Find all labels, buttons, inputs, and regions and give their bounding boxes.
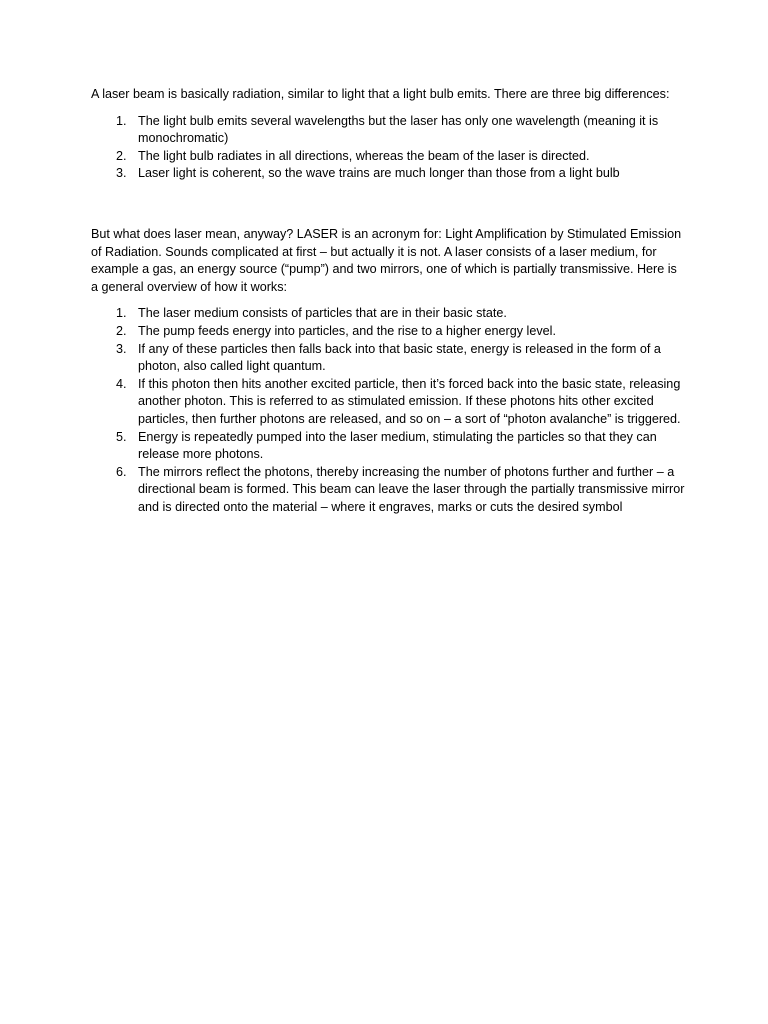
differences-list [91,113,686,183]
list-item [91,305,686,323]
document-body [91,86,686,516]
list-item [91,113,686,148]
list-number: 2. [116,323,127,338]
laser-definition-paragraph: But what does laser mean, anyway? LASER is an acronym for: Light Amplification by Stimulated Emission of Radiation. Sounds complicated at first – but actually it is not. A laser consists of a laser medium, for example a gas, an energy source (“pump”) and two mirrors, one of which is partially transmissive. Here is a general overview of how it works: [91,226,682,294]
list-number: 2. [116,148,127,163]
list-item-text: The pump feeds energy into particles, and the rise to a higher energy level. [138,323,556,338]
list-item [91,429,686,464]
list-item [91,341,686,376]
list-item-text: If any of these particles then falls back into that basic state, energy is released in the form of a photon, also called light quantum. [138,341,661,374]
list-item [91,165,686,183]
list-item-text: The laser medium consists of particles that are in their basic state. [138,306,507,321]
list-number: 3. [116,166,127,181]
list-number: 5. [116,429,127,444]
list-item [91,376,686,429]
list-item-text: Energy is repeatedly pumped into the laser medium, stimulating the particles so that they can release more photons. [138,429,657,462]
list-item-text: The light bulb emits several wavelengths but the laser has only one wavelength (meaning it is monochromatic) [138,113,659,146]
list-item [91,323,686,341]
steps-list [91,305,686,516]
list-number: 6. [116,464,127,479]
intro-paragraph: A laser beam is basically radiation, similar to light that a light bulb emits. There are three big differences: [91,87,670,101]
list-item-text: The light bulb radiates in all directions, whereas the beam of the laser is directed. [138,148,590,163]
list-item-text: Laser light is coherent, so the wave trains are much longer than those from a light bulb [138,166,620,181]
list-number: 1. [116,113,127,128]
list-number: 1. [116,306,127,321]
list-number: 4. [116,376,127,391]
list-item [91,464,686,517]
list-item [91,148,686,166]
list-item-text: The mirrors reflect the photons, thereby increasing the number of photons further and further – a directional beam is formed. This beam can leave the laser through the partially transmissive mirror and is directed onto the material – where it engraves, marks or cuts the desired symbol [138,464,685,514]
list-item-text: If this photon then hits another excited particle, then it’s forced back into the basic state, releasing another photon. This is referred to as stimulated emission. If these photons hits other excited particles, then further photons are released, and so on – a sort of “photon avalanche” is triggered. [138,376,681,426]
list-number: 3. [116,341,127,356]
